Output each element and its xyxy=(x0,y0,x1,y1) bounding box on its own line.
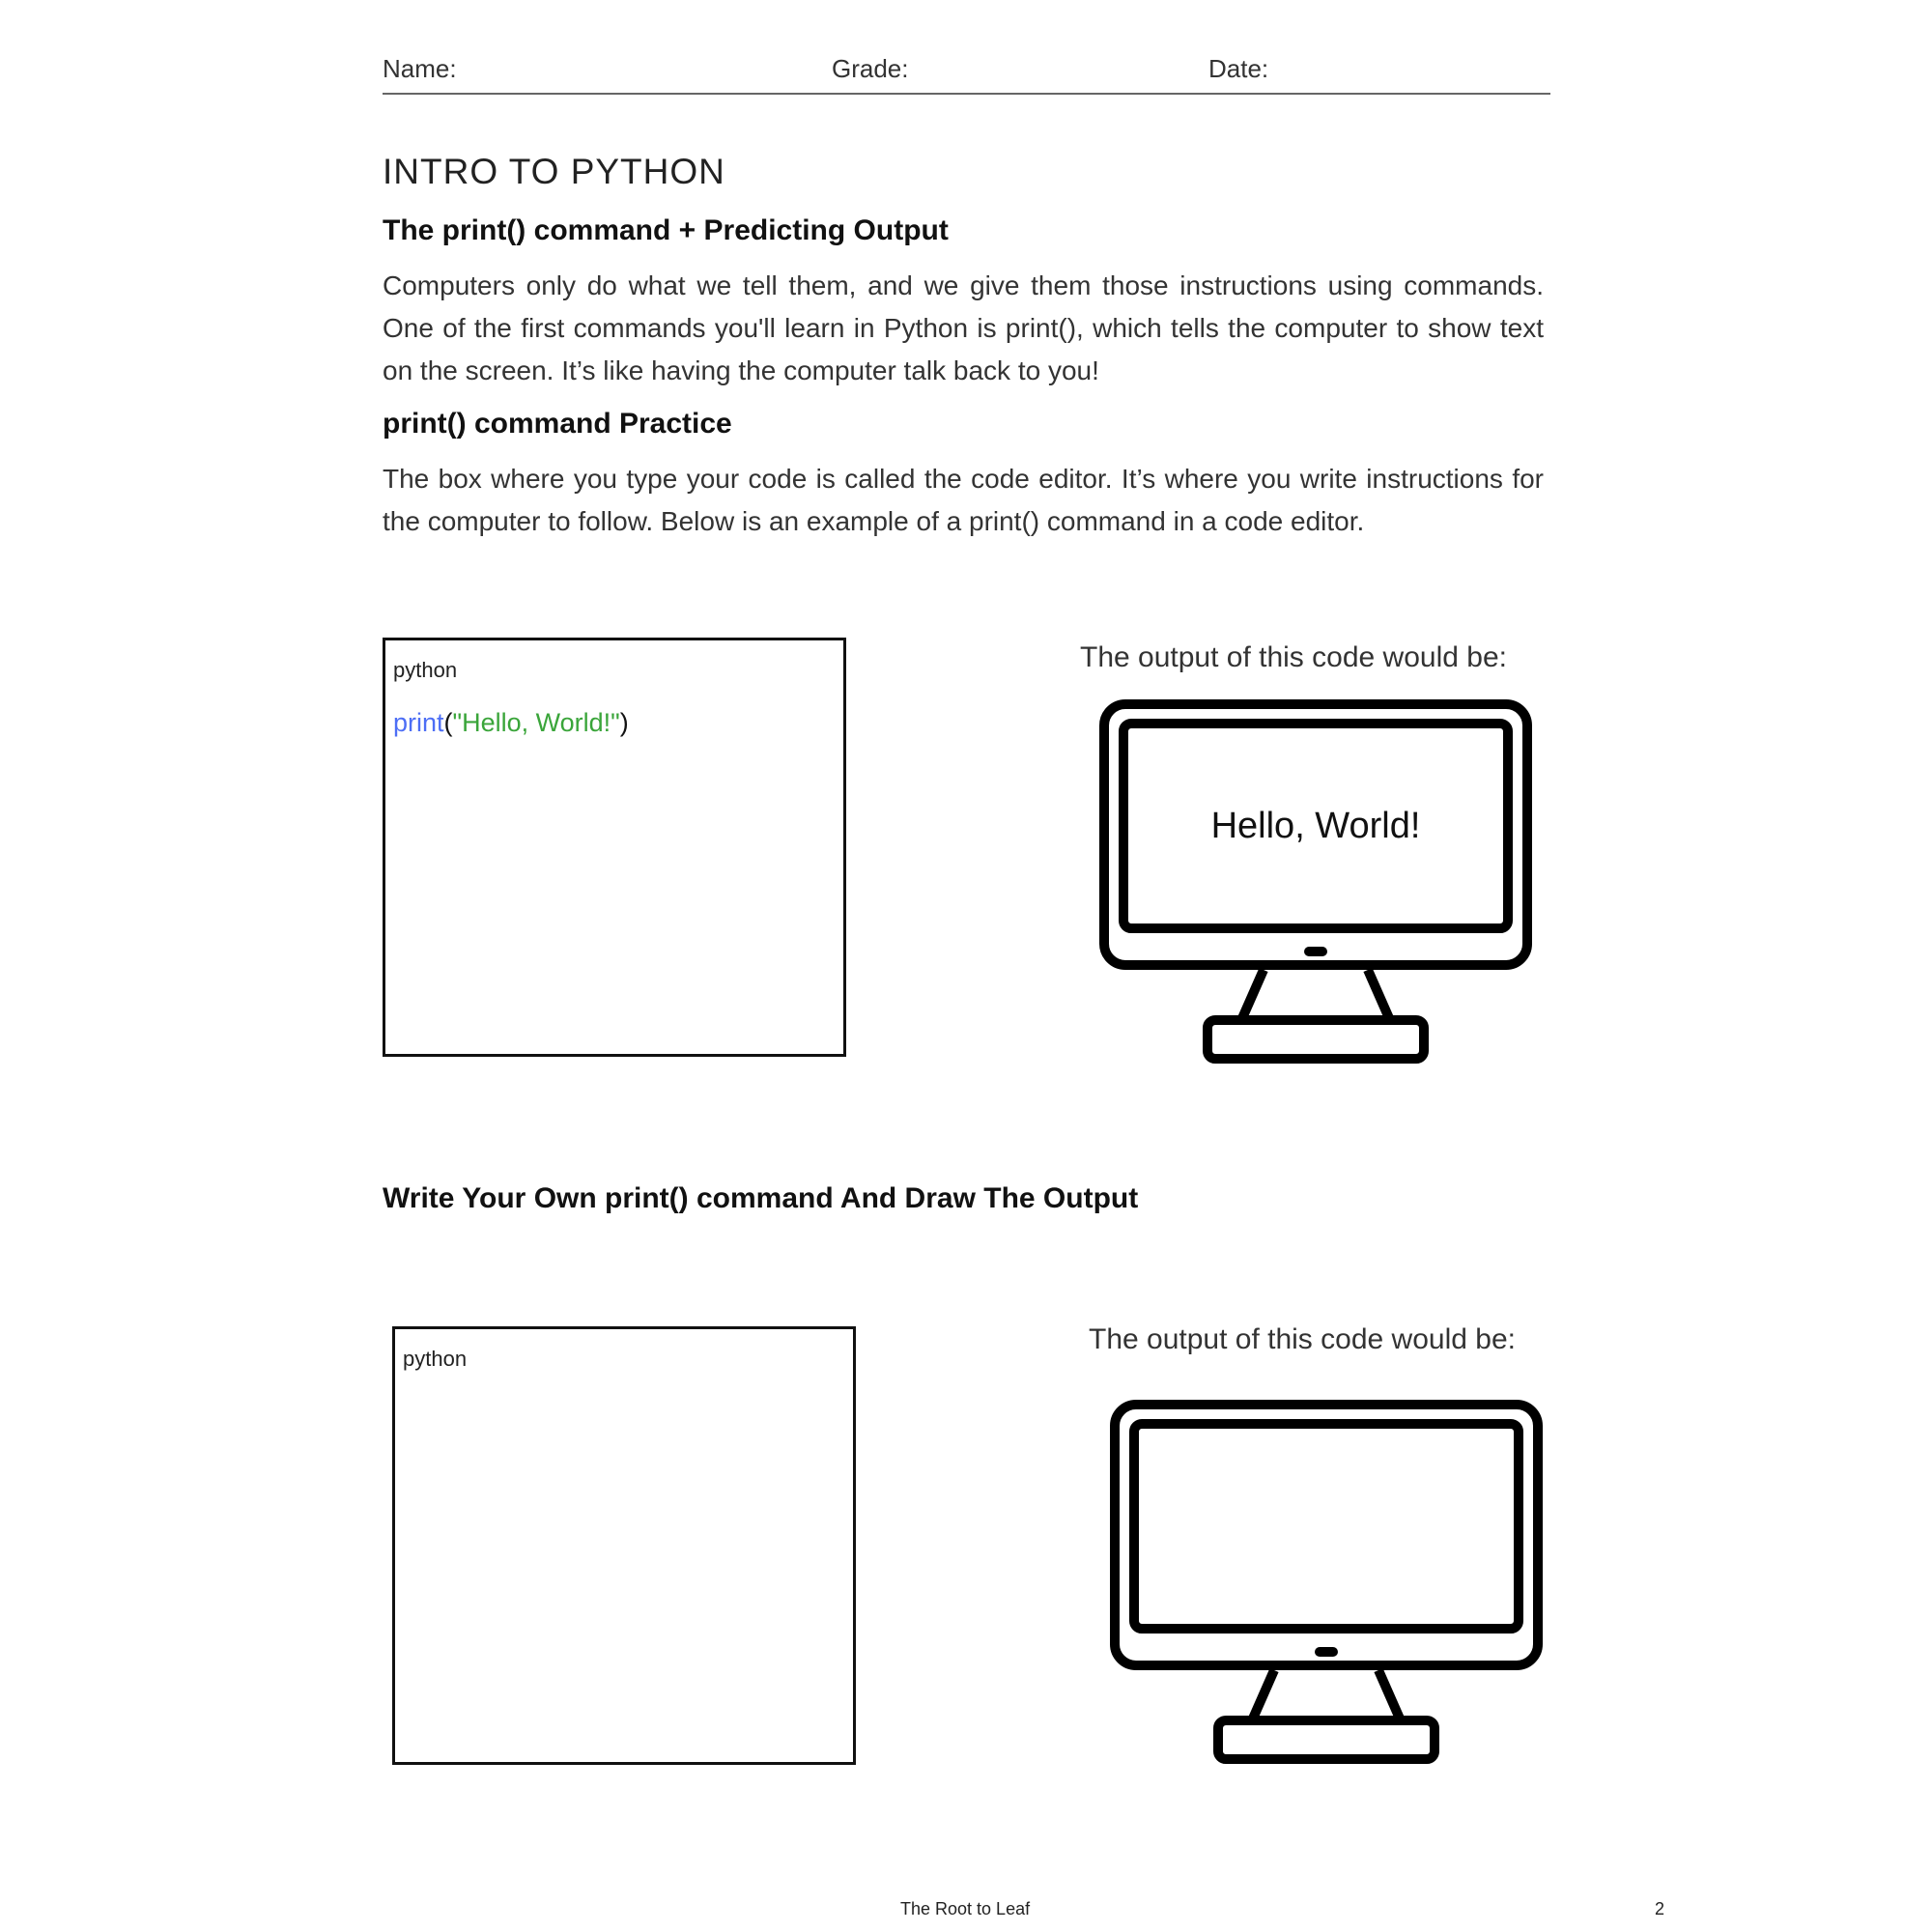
code-editor-example xyxy=(383,638,846,1057)
page-title: INTRO TO PYTHON xyxy=(383,152,725,191)
code-paren-open: ( xyxy=(443,708,453,737)
intro-paragraph: Computers only do what we tell them, and we give them those instructions using commands. One of the first commands you'll learn in Python is print(), which tells the computer to show text on the screen. It’s like having the computer talk back to you! xyxy=(383,270,1544,385)
page-number: 2 xyxy=(1655,1899,1665,1918)
monitor-icon-blank xyxy=(1110,1400,1543,1765)
intro-content xyxy=(383,151,1544,556)
monitor-icon xyxy=(1099,699,1532,1065)
code-editor-blank[interactable] xyxy=(392,1326,856,1765)
date-label: Date: xyxy=(1208,54,1269,83)
editor-language-label: python xyxy=(403,1347,468,1371)
code-string: "Hello, World!" xyxy=(452,708,620,737)
header-divider xyxy=(383,93,1550,95)
output-label: The output of this code would be: xyxy=(1080,641,1507,673)
code-function: print xyxy=(393,708,444,737)
code-paren-close: ) xyxy=(619,708,629,737)
code-line xyxy=(393,708,629,738)
section-heading-practice: print() command Practice xyxy=(383,408,732,440)
footer-brand: The Root to Leaf xyxy=(900,1899,1031,1918)
output-label: The output of this code would be: xyxy=(1089,1323,1516,1355)
grade-label: Grade: xyxy=(832,54,909,83)
name-label: Name: xyxy=(383,54,457,83)
section-heading-write-your-own: Write Your Own print() command And Draw The Output xyxy=(383,1182,1139,1214)
section-heading-print-command: The print() command + Predicting Output xyxy=(383,214,949,246)
screen-output-text: Hello, World! xyxy=(1210,806,1421,846)
editor-language-label: python xyxy=(393,658,458,682)
practice-paragraph: The box where you type your code is called the code editor. It’s where you write instructions for the computer to follow. Below is an example of a print() command in a code editor. xyxy=(383,464,1544,536)
